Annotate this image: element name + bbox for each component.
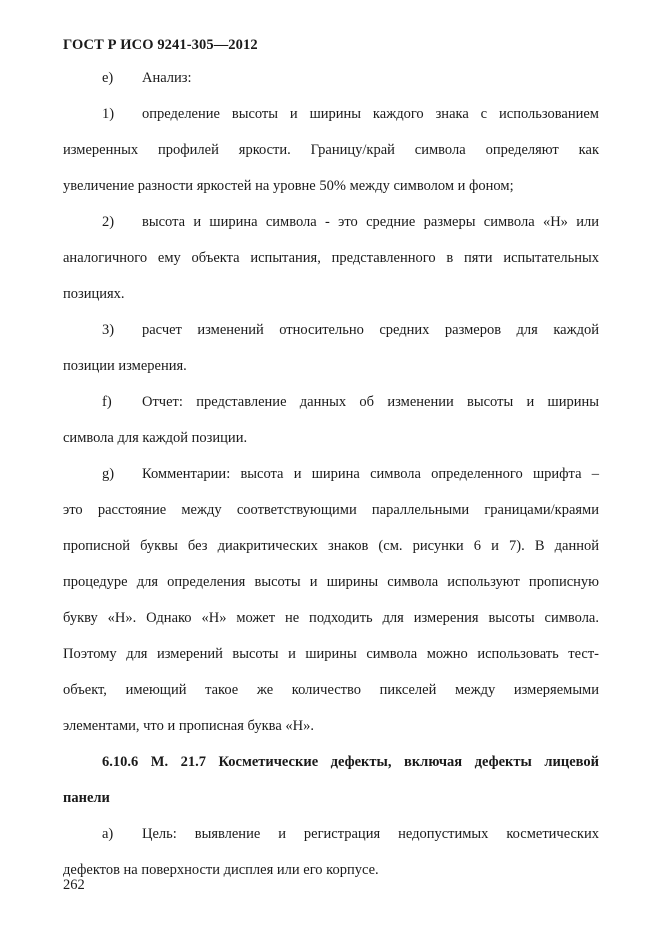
item-text: элементами, что и прописная буква «Н». [63,718,314,734]
heading-text: панели [63,790,110,806]
item-text: Анализ: [142,70,192,86]
list-item-f [63,384,599,456]
item-text: измеренных профилей яркости. Границу/край символа определяют как [63,142,599,158]
item-label: f) [102,394,112,410]
item-text: позиции измерения. [63,358,187,374]
list-item-a [63,816,599,888]
item-text: букву «Н». Однако «Н» может не подходить для измерения высоты символа. [63,610,599,626]
item-label: 2) [102,214,115,230]
item-label: g) [102,466,115,482]
item-text: Поэтому для измерений высоты и ширины символа можно использовать тест- [63,646,599,662]
item-text: это расстояние между соответствующими параллельными границами/краями [63,502,599,518]
list-item-e [63,60,599,96]
heading-text: 6.10.6 М. 21.7 Косметические дефекты, включая дефекты лицевой [102,754,599,770]
item-text: Комментарии: высота и ширина символа определенного шрифта – [142,466,599,482]
item-text: увеличение разности яркостей на уровне 50% между символом и фоном; [63,178,514,194]
page-number: 262 [63,877,85,893]
item-text: Отчет: представление данных об изменении высоты и ширины [142,394,599,410]
item-text: объект, имеющий такое же количество пикселей между измеряемыми [63,682,599,698]
item-text: определение высоты и ширины каждого знака с использованием [142,106,599,122]
list-item-g [63,456,599,744]
item-label: a) [102,826,114,842]
list-item-2 [63,204,599,312]
item-text: позициях. [63,286,125,302]
item-text: аналогичного ему объекта испытания, представленного в пяти испытательных [63,250,599,266]
item-text: процедуре для определения высоты и ширины символа используют прописную [63,574,599,590]
item-text: прописной буквы без диакритических знаков (см. рисунки 6 и 7). В данной [63,538,599,554]
list-item-3 [63,312,599,384]
item-text: символа для каждой позиции. [63,430,248,446]
list-item-1 [63,96,599,204]
document-header: ГОСТ Р ИСО 9241-305—2012 [63,37,258,53]
document-body [63,60,599,888]
item-text: высота и ширина символа - это средние размеры символа «Н» или [142,214,599,230]
item-text: дефектов на поверхности дисплея или его корпусе. [63,862,379,878]
item-label: 1) [102,106,115,122]
item-text: Цель: выявление и регистрация недопустимых косметических [142,826,599,842]
item-text: расчет изменений относительно средних размеров для каждой [142,322,599,338]
section-heading [63,744,599,816]
item-label: 3) [102,322,115,338]
item-label: e) [102,70,114,86]
